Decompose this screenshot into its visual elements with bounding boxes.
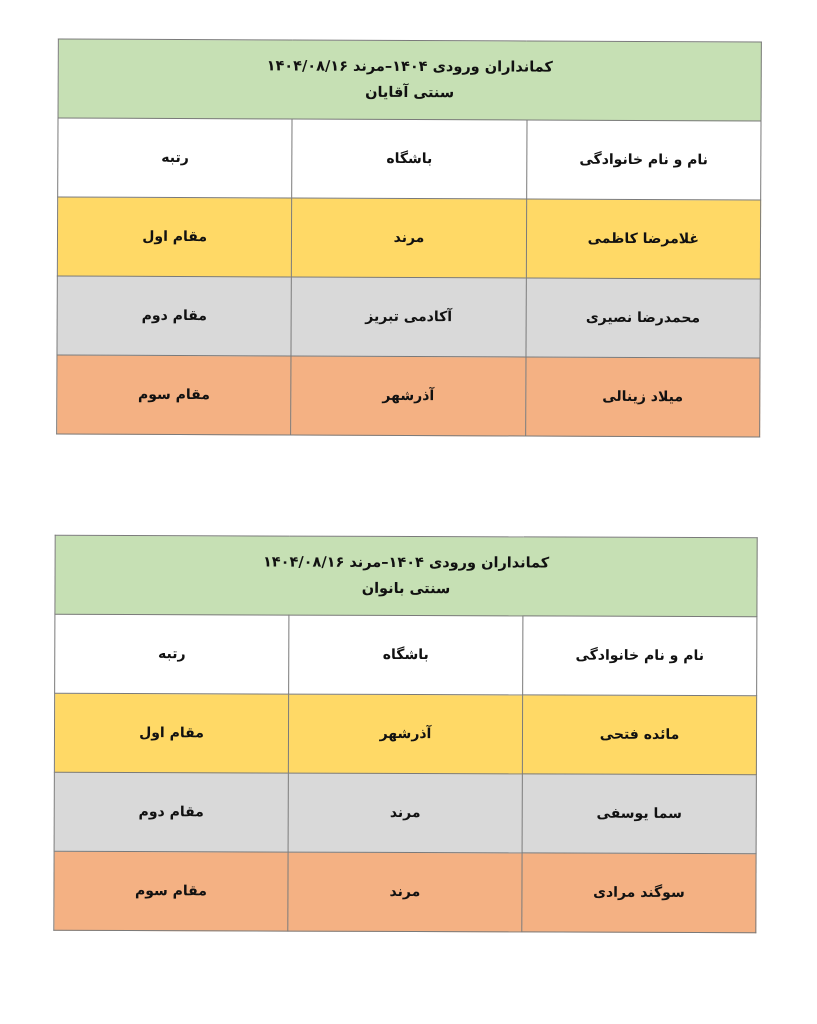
table-title-row [58, 39, 761, 121]
table-row [57, 355, 760, 437]
cell-name: میلاد زینالی [525, 357, 760, 437]
cell-club: آذرشهر [291, 356, 526, 436]
table-subtitle: سنتی آقایان [365, 84, 455, 102]
results-table-women [53, 535, 757, 933]
header-rank: رتبه [58, 118, 293, 198]
table-title: کمانداران ورودی ۱۴۰۴–مرند ۱۴۰۴/۰۸/۱۶ [262, 554, 550, 572]
table-row [57, 276, 760, 358]
header-club: باشگاه [289, 615, 523, 695]
cell-club: آکادمی تبریز [291, 277, 526, 357]
cell-name: محمدرضا نصیری [526, 278, 761, 358]
cell-club: مرند [292, 198, 527, 278]
cell-club: آذرشهر [288, 694, 522, 774]
cell-name: سما یوسفی [522, 774, 756, 854]
header-name: نام و نام خانوادگی [526, 120, 761, 200]
table-title-row [55, 535, 757, 616]
cell-name: سوگند مرادی [522, 853, 756, 933]
cell-club: مرند [288, 852, 522, 932]
cell-rank: مقام اول [57, 197, 292, 277]
table-row [54, 772, 756, 853]
table-row [54, 693, 756, 774]
header-club: باشگاه [292, 119, 527, 199]
cell-name: غلامرضا کاظمی [526, 199, 761, 279]
column-header-row [55, 614, 757, 695]
table-row [57, 197, 760, 279]
table-title-cell [55, 535, 757, 616]
cell-rank: مقام سوم [57, 355, 292, 435]
results-table-men [56, 38, 762, 437]
header-name: نام و نام خانوادگی [523, 616, 757, 696]
table-title: کمانداران ورودی ۱۴۰۴–مرند ۱۴۰۴/۰۸/۱۶ [266, 58, 553, 76]
cell-rank: مقام اول [54, 693, 288, 773]
table-row [54, 851, 756, 932]
cell-club: مرند [288, 773, 522, 853]
cell-name: مائده فتحی [522, 695, 756, 775]
table-title-cell [58, 39, 761, 121]
cell-rank: مقام دوم [54, 772, 288, 852]
header-rank: رتبه [55, 614, 289, 694]
cell-rank: مقام سوم [54, 851, 288, 931]
cell-rank: مقام دوم [57, 276, 292, 356]
table-subtitle: سنتی بانوان [361, 580, 451, 598]
column-header-row [58, 118, 761, 200]
